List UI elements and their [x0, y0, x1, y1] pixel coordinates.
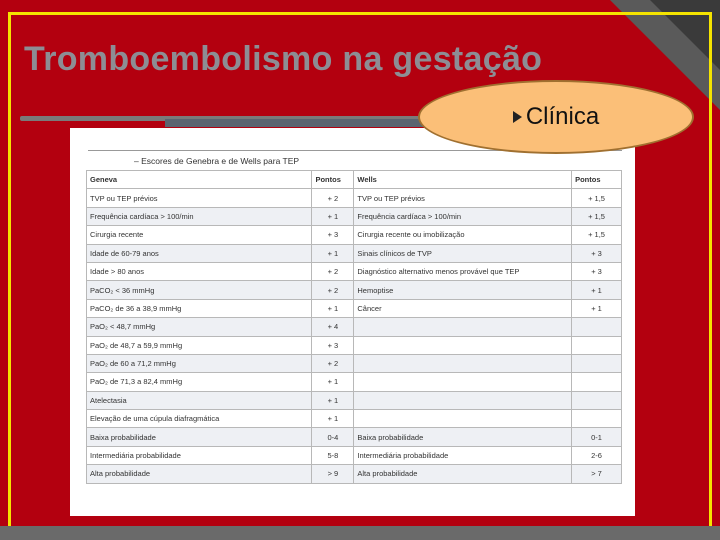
wells-points [572, 373, 622, 391]
geneva-points: + 1 [312, 373, 354, 391]
table-row [87, 226, 622, 244]
geneva-criterion: Cirurgia recente [87, 226, 312, 244]
geneva-points: + 2 [312, 189, 354, 207]
wells-criterion [354, 354, 572, 372]
header-pontos-wells: Pontos [572, 171, 622, 189]
geneva-points: + 1 [312, 207, 354, 225]
wells-points: + 1 [572, 299, 622, 317]
wells-points [572, 391, 622, 409]
clinica-badge [418, 80, 694, 154]
geneva-points: + 2 [312, 281, 354, 299]
wells-criterion [354, 373, 572, 391]
geneva-points: 5-8 [312, 446, 354, 464]
geneva-points: + 1 [312, 244, 354, 262]
table-row [87, 410, 622, 428]
table-row [87, 336, 622, 354]
geneva-points: > 9 [312, 465, 354, 483]
geneva-criterion: Frequência cardíaca > 100/min [87, 207, 312, 225]
wells-criterion [354, 410, 572, 428]
geneva-criterion: TVP ou TEP prévios [87, 189, 312, 207]
bullet-icon [513, 111, 522, 123]
header-geneva: Geneva [87, 171, 312, 189]
table-row [87, 318, 622, 336]
geneva-points: + 2 [312, 354, 354, 372]
geneva-criterion: PaCO₂ de 36 a 38,9 mmHg [87, 299, 312, 317]
geneva-criterion: Atelectasia [87, 391, 312, 409]
table-row [87, 391, 622, 409]
geneva-criterion: PaCO₂ < 36 mmHg [87, 281, 312, 299]
wells-points: + 1,5 [572, 207, 622, 225]
wells-points: 2-6 [572, 446, 622, 464]
geneva-criterion: Idade de 60-79 anos [87, 244, 312, 262]
geneva-criterion: Alta probabilidade [87, 465, 312, 483]
wells-criterion: Hemoptise [354, 281, 572, 299]
bottom-strip [0, 526, 720, 540]
geneva-criterion: Baixa probabilidade [87, 428, 312, 446]
wells-criterion [354, 391, 572, 409]
wells-criterion: TVP ou TEP prévios [354, 189, 572, 207]
geneva-points: + 1 [312, 391, 354, 409]
wells-criterion: Baixa probabilidade [354, 428, 572, 446]
wells-criterion: Frequência cardíaca > 100/min [354, 207, 572, 225]
wells-points: + 3 [572, 262, 622, 280]
geneva-points: + 1 [312, 410, 354, 428]
header-pontos-geneva: Pontos [312, 171, 354, 189]
slide-title: Tromboembolismo na gestação [24, 40, 543, 78]
geneva-criterion: PaO₂ de 48,7 a 59,9 mmHg [87, 336, 312, 354]
geneva-criterion: Idade > 80 anos [87, 262, 312, 280]
geneva-criterion: PaO₂ de 60 a 71,2 mmHg [87, 354, 312, 372]
geneva-points: + 3 [312, 336, 354, 354]
wells-criterion: Cirurgia recente ou imobilização [354, 226, 572, 244]
geneva-points: 0-4 [312, 428, 354, 446]
geneva-points: + 4 [312, 318, 354, 336]
wells-points: 0-1 [572, 428, 622, 446]
wells-criterion: Sinais clínicos de TVP [354, 244, 572, 262]
table-row [87, 244, 622, 262]
wells-points [572, 354, 622, 372]
wells-criterion: Intermediária probabilidade [354, 446, 572, 464]
wells-points [572, 410, 622, 428]
geneva-points: + 2 [312, 262, 354, 280]
table-row [87, 465, 622, 483]
wells-criterion [354, 318, 572, 336]
title-underline-accent [165, 119, 445, 127]
table-header-row [87, 171, 622, 189]
table-row [87, 299, 622, 317]
geneva-criterion: PaO₂ < 48,7 mmHg [87, 318, 312, 336]
wells-points [572, 318, 622, 336]
wells-criterion: Diagnóstico alternativo menos provável que TEP [354, 262, 572, 280]
table-row [87, 428, 622, 446]
table-row [87, 446, 622, 464]
wells-points: > 7 [572, 465, 622, 483]
wells-criterion [354, 336, 572, 354]
scores-table [86, 170, 622, 484]
table-caption: – Escores de Genebra e de Wells para TEP [134, 156, 300, 166]
geneva-criterion: Elevação de uma cúpula diafragmática [87, 410, 312, 428]
table-row [87, 189, 622, 207]
geneva-points: + 3 [312, 226, 354, 244]
wells-points [572, 336, 622, 354]
table-row [87, 262, 622, 280]
wells-criterion: Câncer [354, 299, 572, 317]
wells-points: + 1,5 [572, 226, 622, 244]
header-wells: Wells [354, 171, 572, 189]
table-row [87, 373, 622, 391]
table-row [87, 281, 622, 299]
geneva-points: + 1 [312, 299, 354, 317]
wells-points: + 1 [572, 281, 622, 299]
badge-label: Clínica [525, 103, 600, 130]
geneva-criterion: Intermediária probabilidade [87, 446, 312, 464]
table-row [87, 207, 622, 225]
wells-criterion: Alta probabilidade [354, 465, 572, 483]
geneva-criterion: PaO₂ de 71,3 a 82,4 mmHg [87, 373, 312, 391]
table-row [87, 354, 622, 372]
wells-points: + 3 [572, 244, 622, 262]
wells-points: + 1,5 [572, 189, 622, 207]
